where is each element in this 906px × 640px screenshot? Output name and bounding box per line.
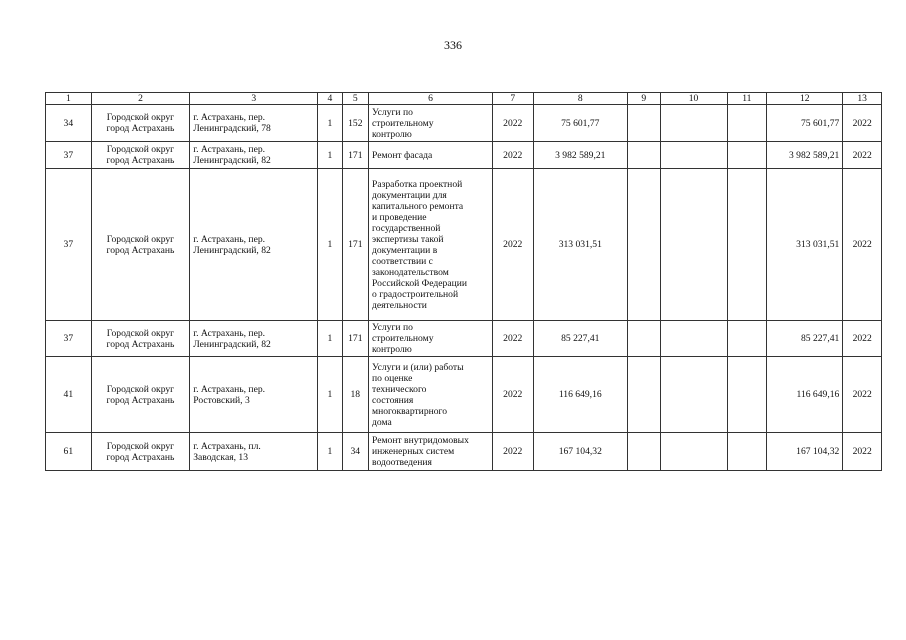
end-year-cell: 2022: [843, 142, 882, 169]
address-cell: г. Астрахань, пер. Ленинградский, 82: [190, 142, 318, 169]
col10-cell: [660, 169, 727, 321]
col11-cell: [727, 105, 767, 142]
column-header-1: 1: [46, 93, 92, 105]
column-header-13: 13: [843, 93, 882, 105]
col10-cell: [660, 321, 727, 357]
row-number-cell: 34: [46, 105, 92, 142]
table-row: [46, 321, 882, 357]
column-header-8: 8: [533, 93, 627, 105]
municipality-cell: Городской округ город Астрахань: [91, 105, 190, 142]
column-header-5: 5: [342, 93, 368, 105]
col5-cell: 171: [342, 169, 368, 321]
end-year-cell: 2022: [843, 433, 882, 471]
row-number-cell: 41: [46, 357, 92, 433]
work-type-cell: Услуги по строительному контролю: [369, 105, 493, 142]
year-cell: 2022: [492, 357, 533, 433]
work-type-cell: Ремонт внутридомовых инженерных систем водоотведения: [369, 433, 493, 471]
address-cell: г. Астрахань, пер. Ростовский, 3: [190, 357, 318, 433]
end-year-cell: 2022: [843, 169, 882, 321]
row-number-cell: 37: [46, 321, 92, 357]
col4-cell: 1: [318, 321, 342, 357]
table-row: [46, 357, 882, 433]
row-number-cell: 61: [46, 433, 92, 471]
municipality-cell: Городской округ город Астрахань: [91, 433, 190, 471]
year-cell: 2022: [492, 321, 533, 357]
amount-cell: 75 601,77: [533, 105, 627, 142]
col9-cell: [628, 357, 661, 433]
year-cell: 2022: [492, 105, 533, 142]
column-header-7: 7: [492, 93, 533, 105]
table-body: [46, 105, 882, 471]
col5-cell: 152: [342, 105, 368, 142]
col5-cell: 171: [342, 321, 368, 357]
table-row: [46, 105, 882, 142]
address-cell: г. Астрахань, пер. Ленинградский, 82: [190, 321, 318, 357]
page-number: 336: [444, 38, 462, 52]
column-header-6: 6: [369, 93, 493, 105]
col4-cell: 1: [318, 433, 342, 471]
col11-cell: [727, 142, 767, 169]
address-cell: г. Астрахань, пер. Ленинградский, 78: [190, 105, 318, 142]
municipality-cell: Городской округ город Астрахань: [91, 142, 190, 169]
col9-cell: [628, 433, 661, 471]
col9-cell: [628, 169, 661, 321]
column-header-3: 3: [190, 93, 318, 105]
address-cell: г. Астрахань, пер. Ленинградский, 82: [190, 169, 318, 321]
col9-cell: [628, 142, 661, 169]
column-header-10: 10: [660, 93, 727, 105]
col11-cell: [727, 433, 767, 471]
year-cell: 2022: [492, 142, 533, 169]
table-row: [46, 433, 882, 471]
col5-cell: 171: [342, 142, 368, 169]
col9-cell: [628, 321, 661, 357]
col10-cell: [660, 357, 727, 433]
column-header-11: 11: [727, 93, 767, 105]
col4-cell: 1: [318, 357, 342, 433]
col9-cell: [628, 105, 661, 142]
amount-cell: 167 104,32: [533, 433, 627, 471]
col10-cell: [660, 105, 727, 142]
table-row: [46, 169, 882, 321]
municipality-cell: Городской округ город Астрахань: [91, 321, 190, 357]
total-cell: 75 601,77: [767, 105, 843, 142]
column-header-12: 12: [767, 93, 843, 105]
total-cell: 313 031,51: [767, 169, 843, 321]
total-cell: 85 227,41: [767, 321, 843, 357]
data-table: [45, 92, 882, 471]
end-year-cell: 2022: [843, 357, 882, 433]
work-type-cell: Услуги и (или) работы по оценке технического состояния многоквартирного дома: [369, 357, 493, 433]
amount-cell: 3 982 589,21: [533, 142, 627, 169]
col10-cell: [660, 142, 727, 169]
col5-cell: 18: [342, 357, 368, 433]
column-header-9: 9: [628, 93, 661, 105]
municipality-cell: Городской округ город Астрахань: [91, 357, 190, 433]
row-number-cell: 37: [46, 169, 92, 321]
amount-cell: 116 649,16: [533, 357, 627, 433]
col5-cell: 34: [342, 433, 368, 471]
total-cell: 3 982 589,21: [767, 142, 843, 169]
col4-cell: 1: [318, 142, 342, 169]
col11-cell: [727, 321, 767, 357]
year-cell: 2022: [492, 433, 533, 471]
year-cell: 2022: [492, 169, 533, 321]
work-type-cell: Услуги по строительному контролю: [369, 321, 493, 357]
work-type-cell: Ремонт фасада: [369, 142, 493, 169]
col11-cell: [727, 169, 767, 321]
column-header-2: 2: [91, 93, 190, 105]
table-row: [46, 142, 882, 169]
municipality-cell: Городской округ город Астрахань: [91, 169, 190, 321]
address-cell: г. Астрахань, пл. Заводская, 13: [190, 433, 318, 471]
total-cell: 116 649,16: [767, 357, 843, 433]
work-type-cell: Разработка проектной документации для капитального ремонта и проведение государственной экспертизы такой документации в соответствии с законодательством Российской Федерации о градостроительной деятельности: [369, 169, 493, 321]
amount-cell: 313 031,51: [533, 169, 627, 321]
row-number-cell: 37: [46, 142, 92, 169]
col10-cell: [660, 433, 727, 471]
end-year-cell: 2022: [843, 321, 882, 357]
col11-cell: [727, 357, 767, 433]
total-cell: 167 104,32: [767, 433, 843, 471]
amount-cell: 85 227,41: [533, 321, 627, 357]
col4-cell: 1: [318, 105, 342, 142]
header-row: [46, 93, 882, 105]
end-year-cell: 2022: [843, 105, 882, 142]
column-header-4: 4: [318, 93, 342, 105]
col4-cell: 1: [318, 169, 342, 321]
